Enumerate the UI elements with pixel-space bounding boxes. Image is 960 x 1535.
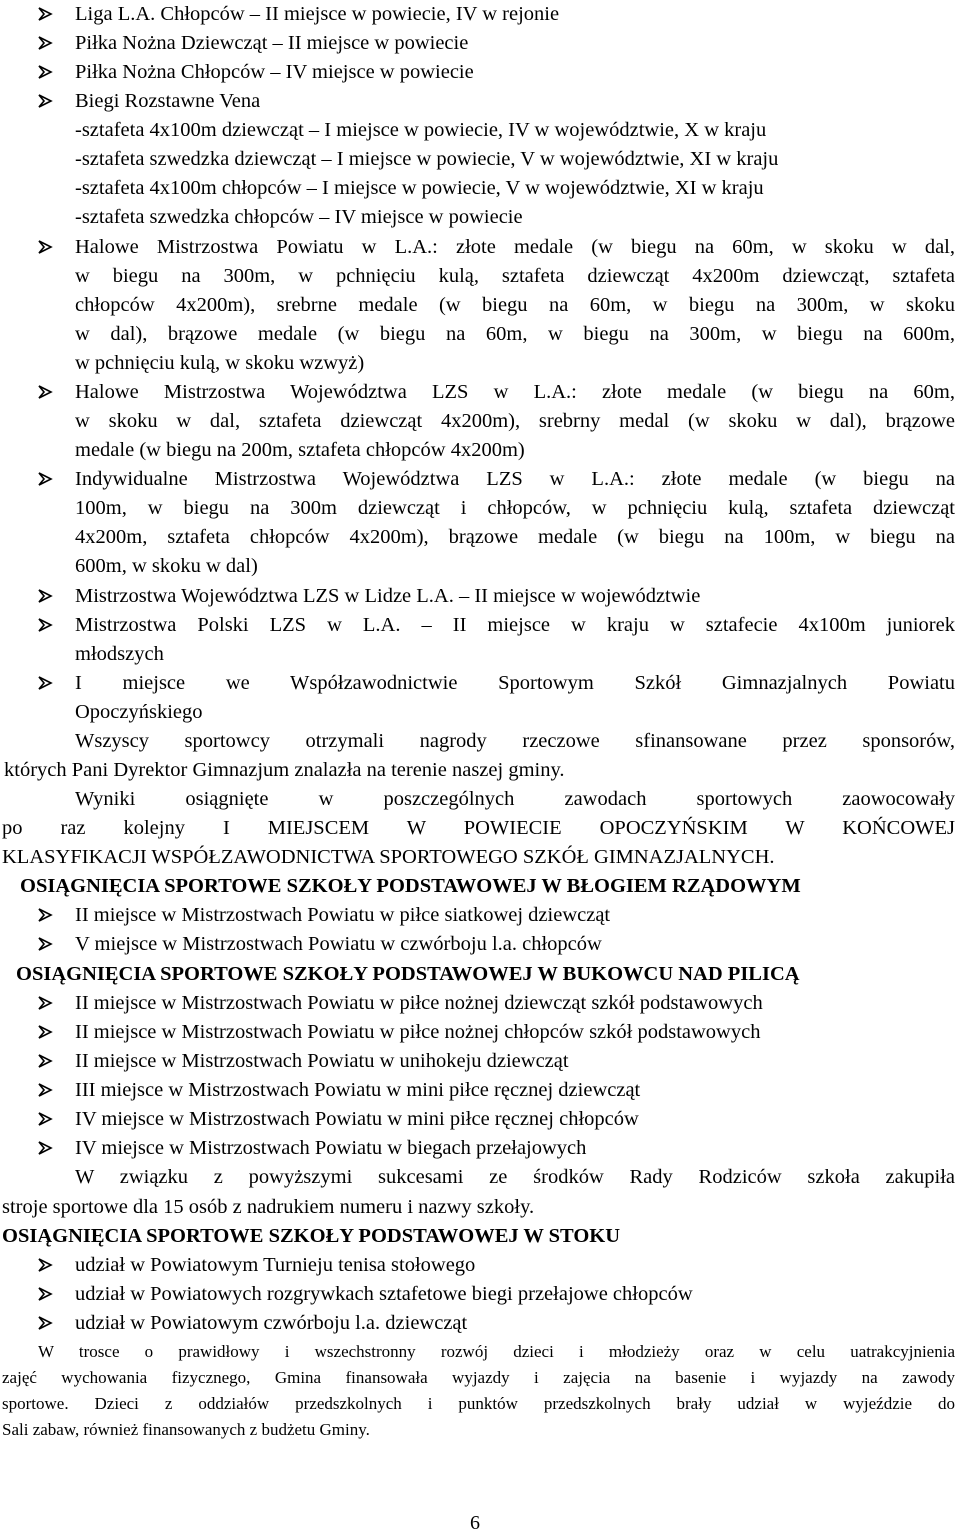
text-line: V miejsce w Mistrzostwach Powiatu w czwórboju l.a. chłopców <box>75 933 602 955</box>
text-line: 4x200m, sztafeta chłopców 4x200m), brązowe medale (w biegu na 100m, w biegu na <box>75 526 955 548</box>
text-line: 100m, w biegu na 300m dziewcząt i chłopców, w pchnięciu kulą, sztafeta dziewcząt <box>75 497 955 519</box>
text-line: I miejsce we Współzawodnictwie Sportowym Szkół Gimnazjalnych Powiatu <box>75 672 955 694</box>
text-line: Halowe Mistrzostwa Powiatu w L.A.: złote medale (w biegu na 60m, w skoku w dal, <box>75 236 955 258</box>
text-line: Mistrzostwa Polski LZS w L.A. – II miejsce w kraju w sztafecie 4x100m juniorek <box>75 614 955 636</box>
section-heading: OSIĄGNIĘCIA SPORTOWE SZKOŁY PODSTAWOWEJ W BŁOGIEM RZĄDOWYM <box>20 875 801 897</box>
text-line: II miejsce w Mistrzostwach Powiatu w piłce nożnej chłopców szkół podstawowych <box>75 1021 761 1043</box>
text-line: Wszyscy sportowcy otrzymali nagrody rzeczowe sfinansowane przez sponsorów, <box>75 730 955 752</box>
arrowhead-bullet-icon <box>38 1078 54 1102</box>
text-line: w pchnięciu kulą, w skoku wzwyż) <box>75 352 365 374</box>
text-line: udział w Powiatowym czwórboju l.a. dziewcząt <box>75 1312 468 1334</box>
text-line: Piłka Nożna Dziewcząt – II miejsce w powiecie <box>75 32 469 54</box>
text-line: IV miejsce w Mistrzostwach Powiatu w biegach przełajowych <box>75 1137 587 1159</box>
arrowhead-bullet-icon <box>38 613 54 637</box>
arrowhead-bullet-icon <box>38 380 54 404</box>
text-line: II miejsce w Mistrzostwach Powiatu w piłce nożnej dziewcząt szkół podstawowych <box>75 992 763 1014</box>
text-line: w skoku w dal, sztafeta dziewcząt 4x200m), srebrny medal (w skoku w dal), brązowe <box>75 410 955 432</box>
text-line: W związku z powyższymi sukcesami ze środków Rady Rodziców szkoła zakupiła <box>75 1166 955 1188</box>
arrowhead-bullet-icon <box>38 467 54 491</box>
text-line: II miejsce w Mistrzostwach Powiatu w unihokeju dziewcząt <box>75 1050 569 1072</box>
text-line: Liga L.A. Chłopców – II miejsce w powiecie, IV w rejonie <box>75 3 560 25</box>
arrowhead-bullet-icon <box>38 584 54 608</box>
text-line: chłopców 4x200m), srebrne medale (w biegu na 60m, w biegu na 300m, w skoku <box>75 294 955 316</box>
text-line: IV miejsce w Mistrzostwach Powiatu w mini piłce ręcznej chłopców <box>75 1108 639 1130</box>
section-heading: OSIĄGNIĘCIA SPORTOWE SZKOŁY PODSTAWOWEJ W BUKOWCU NAD PILICĄ <box>16 963 800 985</box>
text-line: udział w Powiatowych rozgrywkach sztafetowe biegi przełajowe chłopców <box>75 1283 693 1305</box>
text-line: medale (w biegu na 200m, sztafeta chłopców 4x200m) <box>75 439 525 461</box>
text-line: Opoczyńskiego <box>75 701 203 723</box>
text-line: III miejsce w Mistrzostwach Powiatu w mini piłce ręcznej dziewcząt <box>75 1079 641 1101</box>
text-line: w dal), brązowe medale (w biegu na 60m, w biegu na 300m, w biegu na 600m, <box>75 323 955 345</box>
text-line: których Pani Dyrektor Gimnazjum znalazła na terenie naszej gminy. <box>4 759 565 781</box>
text-line: sportowe. Dzieci z oddziałów przedszkolnych i punktów przedszkolnych brały udział w wyjeździe do <box>2 1394 955 1413</box>
arrowhead-bullet-icon <box>38 235 54 259</box>
page-number: 6 <box>470 1512 480 1534</box>
arrowhead-bullet-icon <box>38 1253 54 1277</box>
text-line: Indywidualne Mistrzostwa Województwa LZS w L.A.: złote medale (w biegu na <box>75 468 955 490</box>
text-line: KLASYFIKACJI WSPÓŁZAWODNICTWA SPORTOWEGO SZKÓŁ GIMNAZJALNYCH. <box>2 846 775 868</box>
arrowhead-bullet-icon <box>38 903 54 927</box>
text-line: po raz kolejny I MIEJSCEM W POWIECIE OPOCZYŃSKIM W KOŃCOWEJ <box>2 817 955 839</box>
arrowhead-bullet-icon <box>38 991 54 1015</box>
arrowhead-bullet-icon <box>38 60 54 84</box>
text-line: 600m, w skoku w dal) <box>75 555 258 577</box>
arrowhead-bullet-icon <box>38 932 54 956</box>
text-line: W trosce o prawidłowy i wszechstronny rozwój dzieci i młodzieży oraz w celu uatrakcyjnienia <box>38 1342 955 1361</box>
text-line: udział w Powiatowym Turnieju tenisa stołowego <box>75 1254 476 1276</box>
arrowhead-bullet-icon <box>38 89 54 113</box>
text-line: -sztafeta 4x100m chłopców – I miejsce w powiecie, V w województwie, XI w kraju <box>75 177 764 199</box>
text-line: zajęć wychowania fizycznego, Gmina finansowała wyjazdy i zajęcia na basenie i wyjazdy na zawody <box>2 1368 955 1387</box>
text-line: w biegu na 300m, w pchnięciu kulą, sztafeta dziewcząt 4x200m dziewcząt, sztafeta <box>75 265 955 287</box>
text-line: Wyniki osiągnięte w poszczególnych zawodach sportowych zaowocowały <box>75 788 955 810</box>
arrowhead-bullet-icon <box>38 1107 54 1131</box>
text-line: Halowe Mistrzostwa Województwa LZS w L.A.: złote medale (w biegu na 60m, <box>75 381 955 403</box>
arrowhead-bullet-icon <box>38 1282 54 1306</box>
text-line: Biegi Rozstawne Vena <box>75 90 261 112</box>
text-line: Sali zabaw, również finansowanych z budżetu Gminy. <box>2 1420 370 1439</box>
text-line: -sztafeta 4x100m dziewcząt – I miejsce w powiecie, IV w województwie, X w kraju <box>75 119 767 141</box>
text-line: stroje sportowe dla 15 osób z nadrukiem numeru i nazwy szkoły. <box>2 1196 535 1218</box>
arrowhead-bullet-icon <box>38 671 54 695</box>
arrowhead-bullet-icon <box>38 31 54 55</box>
text-line: młodszych <box>75 643 164 665</box>
arrowhead-bullet-icon <box>38 1136 54 1160</box>
text-line: Piłka Nożna Chłopców – IV miejsce w powiecie <box>75 61 474 83</box>
arrowhead-bullet-icon <box>38 1311 54 1335</box>
text-line: Mistrzostwa Województwa LZS w Lidze L.A. – II miejsce w województwie <box>75 585 701 607</box>
text-line: -sztafeta szwedzka dziewcząt – I miejsce w powiecie, V w województwie, XI w kraju <box>75 148 779 170</box>
arrowhead-bullet-icon <box>38 1049 54 1073</box>
text-line: II miejsce w Mistrzostwach Powiatu w piłce siatkowej dziewcząt <box>75 904 611 926</box>
arrowhead-bullet-icon <box>38 1020 54 1044</box>
section-heading: OSIĄGNIĘCIA SPORTOWE SZKOŁY PODSTAWOWEJ W STOKU <box>2 1225 621 1247</box>
arrowhead-bullet-icon <box>38 2 54 26</box>
text-line: -sztafeta szwedzka chłopców – IV miejsce w powiecie <box>75 206 523 228</box>
